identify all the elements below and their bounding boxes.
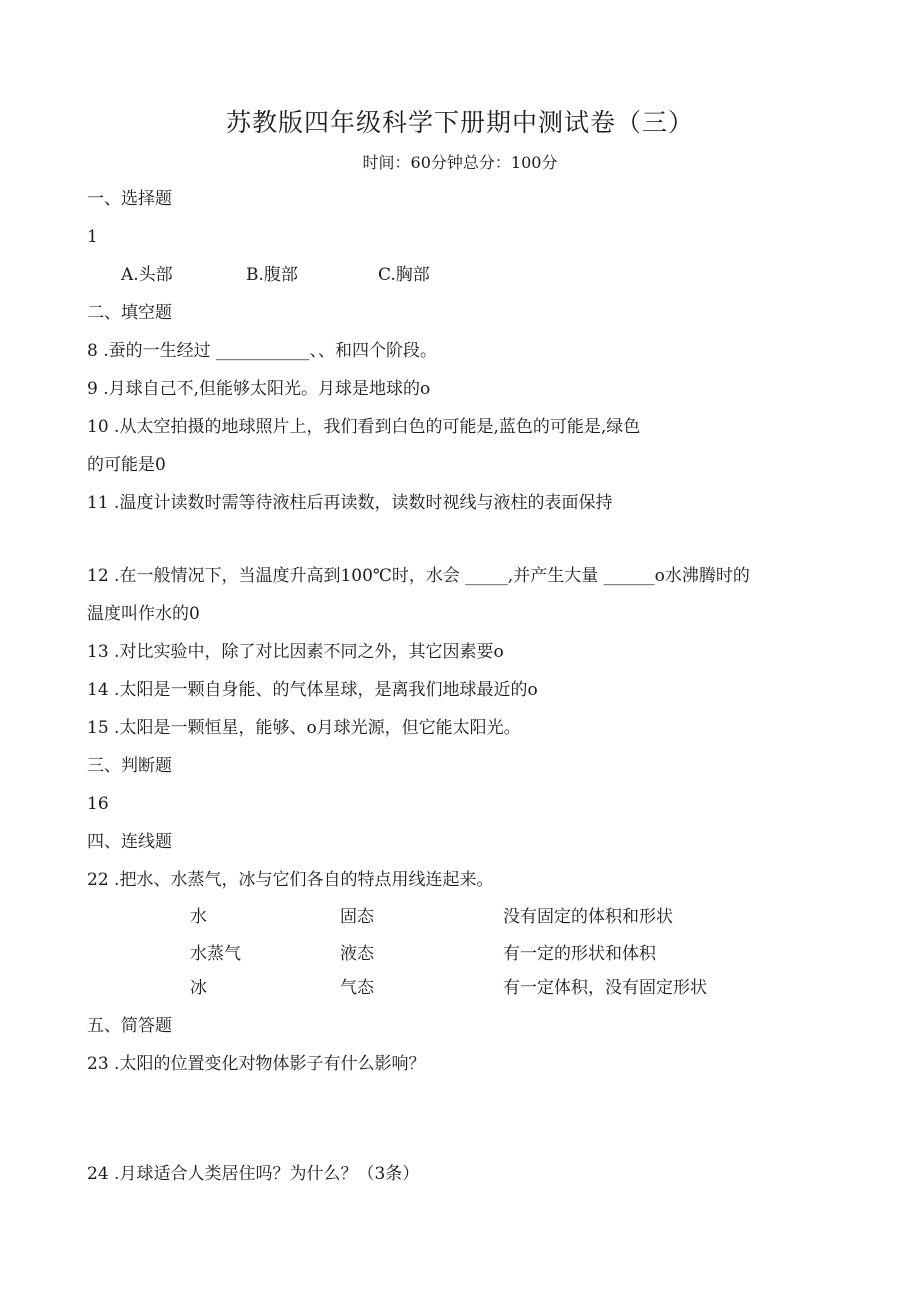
question-15: 15 .太阳是一颗恒星，能够、o月球光源，但它能太阳光。 (87, 718, 521, 738)
question-10: 10 .从太空拍摄的地球照片上，我们看到白色的可能是,蓝色的可能是,绿色 (87, 417, 641, 437)
question-number: 16 (87, 794, 109, 814)
match-feature: 没有固定的体积和形状 (503, 907, 673, 927)
question-12-continued: 温度叫作水的0 (87, 604, 200, 624)
question-10-continued: 的可能是0 (87, 455, 166, 475)
question-13: 13 .对比实验中，除了对比因素不同之外，其它因素要o (87, 642, 504, 662)
choice-option-c: C.胸部 (378, 265, 430, 285)
match-state: 固态 (340, 907, 374, 927)
match-item: 水 (190, 907, 207, 927)
question-number: 1 (87, 227, 98, 247)
page-subtitle: 时间：60分钟总分：100分 (362, 153, 558, 172)
question-11: 11 .温度计读数时需等待液柱后再读数，读数时视线与液柱的表面保持 (87, 493, 613, 513)
question-22: 22 .把水、水蒸气，冰与它们各自的特点用线连起来。 (87, 870, 494, 890)
section-heading-choice: 一、选择题 (87, 189, 172, 209)
section-heading-judge: 三、判断题 (87, 756, 172, 776)
match-feature: 有一定体积，没有固定形状 (503, 978, 707, 998)
question-23: 23 .太阳的位置变化对物体影子有什么影响？ (87, 1054, 426, 1074)
question-14: 14 .太阳是一颗自身能、的气体星球，是离我们地球最近的o (87, 680, 538, 700)
match-state: 气态 (340, 978, 374, 998)
question-12: 12 .在一般情况下，当温度升高到100℃时，水会 _____,并产生大量 ______o水沸腾时的 (87, 566, 750, 586)
choice-option-a: A.头部 (121, 265, 173, 285)
section-heading-short-answer: 五、简答题 (87, 1016, 172, 1036)
section-heading-fill: 二、填空题 (87, 303, 172, 323)
section-heading-match: 四、连线题 (87, 832, 172, 852)
question-8: 8 .蚕的一生经过 ___________、、和四个阶段。 (87, 341, 438, 361)
choice-option-b: B.腹部 (246, 265, 298, 285)
question-9: 9 .月球自己不,但能够太阳光。月球是地球的o (87, 379, 431, 399)
question-24: 24 .月球适合人类居住吗？为什么？（3条） (87, 1164, 420, 1184)
page-title: 苏教版四年级科学下册期中测试卷（三） (225, 108, 694, 137)
match-item: 水蒸气 (190, 944, 241, 964)
match-feature: 有一定的形状和体积 (503, 944, 656, 964)
match-item: 冰 (190, 978, 207, 998)
match-state: 液态 (340, 944, 374, 964)
